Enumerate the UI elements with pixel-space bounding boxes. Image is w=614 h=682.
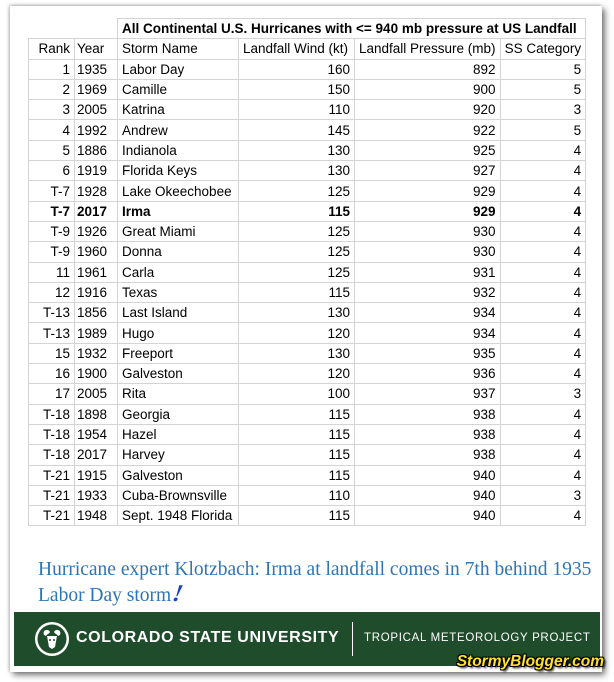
cell-storm-name: Texas [118,282,239,302]
cell-landfall-wind: 120 [239,323,355,343]
cell-ss-category: 4 [500,343,586,363]
cell-ss-category: 3 [500,384,586,404]
table-row [29,161,586,181]
cell-ss-category: 4 [500,181,586,201]
cell-rank: T-18 [29,404,75,424]
table-row [29,506,586,526]
cell-storm-name: Harvey [118,445,239,465]
cell-rank: 11 [29,262,75,282]
cell-rank: T-9 [29,221,75,241]
cell-landfall-pressure: 931 [355,262,501,282]
table-row [29,120,586,140]
cell-storm-name: Hazel [118,424,239,444]
cell-rank: 17 [29,384,75,404]
cell-storm-name: Galveston [118,364,239,384]
cell-year: 1898 [75,404,118,424]
cell-landfall-wind: 115 [239,445,355,465]
table-row [29,424,586,444]
table-row [29,404,586,424]
cell-rank: T-21 [29,465,75,485]
cell-year: 1948 [75,506,118,526]
cell-landfall-wind: 120 [239,364,355,384]
cell-landfall-pressure: 938 [355,424,501,444]
cell-landfall-pressure: 925 [355,140,501,160]
cell-ss-category: 4 [500,282,586,302]
cell-landfall-pressure: 930 [355,242,501,262]
cell-year: 1928 [75,181,118,201]
cell-year: 2017 [75,201,118,221]
cell-storm-name: Carla [118,262,239,282]
cell-storm-name: Donna [118,242,239,262]
cell-year: 2005 [75,384,118,404]
cell-landfall-wind: 130 [239,140,355,160]
cell-rank: 4 [29,120,75,140]
cell-landfall-pressure: 940 [355,465,501,485]
cell-rank: T-7 [29,181,75,201]
cell-ss-category: 3 [500,100,586,120]
table-row [29,59,586,79]
cell-storm-name: Georgia [118,404,239,424]
table-row [29,181,586,201]
cell-storm-name: Hugo [118,323,239,343]
cell-year: 1915 [75,465,118,485]
cell-landfall-wind: 130 [239,161,355,181]
cell-rank: T-21 [29,506,75,526]
cell-landfall-wind: 115 [239,465,355,485]
cell-storm-name: Rita [118,384,239,404]
csu-ram-logo-icon [34,621,70,657]
cell-landfall-pressure: 936 [355,364,501,384]
cell-storm-name: Camille [118,79,239,99]
cell-ss-category: 4 [500,465,586,485]
cell-landfall-wind: 115 [239,404,355,424]
cell-storm-name: Great Miami [118,221,239,241]
hurricane-table [28,18,586,526]
cell-landfall-wind: 125 [239,221,355,241]
header-ss-category: SS Category [500,39,586,59]
table-row [29,364,586,384]
cell-ss-category: 3 [500,485,586,505]
cell-storm-name: Freeport [118,343,239,363]
cell-storm-name: Katrina [118,100,239,120]
header-rank: Rank [29,39,75,59]
cell-storm-name: Andrew [118,120,239,140]
cell-rank: T-7 [29,201,75,221]
caption [38,558,598,608]
cell-year: 1935 [75,59,118,79]
cell-landfall-pressure: 920 [355,100,501,120]
cell-storm-name: Irma [118,201,239,221]
table-row [29,242,586,262]
cell-landfall-wind: 125 [239,181,355,201]
cell-rank: 5 [29,140,75,160]
cell-ss-category: 4 [500,445,586,465]
header-year: Year [75,39,118,59]
cell-year: 2017 [75,445,118,465]
cell-rank: 1 [29,59,75,79]
cell-year: 1960 [75,242,118,262]
table-row [29,323,586,343]
cell-landfall-wind: 150 [239,79,355,99]
table-header-row [29,39,586,59]
header-landfall-pressure: Landfall Pressure (mb) [355,39,501,59]
table-row [29,282,586,302]
cell-landfall-wind: 110 [239,485,355,505]
cell-rank: T-18 [29,424,75,444]
cell-year: 1916 [75,282,118,302]
table-row [29,221,586,241]
caption-text: Hurricane expert Klotzbach: Irma at landfall comes in 7th behind 1935 Labor Day storm [38,559,592,606]
cell-storm-name: Labor Day [118,59,239,79]
table-row [29,485,586,505]
document-frame [10,6,602,672]
cell-year: 1919 [75,161,118,181]
cell-landfall-wind: 130 [239,303,355,323]
cell-landfall-pressure: 929 [355,181,501,201]
cell-rank: T-9 [29,242,75,262]
cell-year: 1992 [75,120,118,140]
cell-landfall-pressure: 938 [355,404,501,424]
cell-landfall-pressure: 940 [355,506,501,526]
cell-landfall-wind: 115 [239,282,355,302]
header-landfall-wind: Landfall Wind (kt) [239,39,355,59]
cell-landfall-wind: 130 [239,343,355,363]
cell-landfall-pressure: 932 [355,282,501,302]
table-row [29,201,586,221]
table-row [29,100,586,120]
cell-year: 1900 [75,364,118,384]
cell-landfall-pressure: 930 [355,221,501,241]
project-name: TROPICAL METEOROLOGY PROJECT [364,632,591,644]
cell-ss-category: 4 [500,506,586,526]
cell-ss-category: 4 [500,242,586,262]
cell-storm-name: Sept. 1948 Florida [118,506,239,526]
cell-year: 1989 [75,323,118,343]
cell-year: 2005 [75,100,118,120]
cell-landfall-wind: 145 [239,120,355,140]
cell-landfall-wind: 115 [239,506,355,526]
cell-storm-name: Lake Okeechobee [118,181,239,201]
cell-rank: T-18 [29,445,75,465]
cell-rank: 3 [29,100,75,120]
cell-landfall-wind: 110 [239,100,355,120]
cell-landfall-wind: 125 [239,262,355,282]
cell-ss-category: 4 [500,424,586,444]
table-row [29,465,586,485]
cell-landfall-pressure: 929 [355,201,501,221]
cell-ss-category: 4 [500,404,586,424]
table-row [29,303,586,323]
cell-year: 1886 [75,140,118,160]
cell-ss-category: 4 [500,323,586,343]
cell-ss-category: 4 [500,364,586,384]
cell-rank: T-13 [29,303,75,323]
cell-storm-name: Galveston [118,465,239,485]
cell-storm-name: Last Island [118,303,239,323]
cell-rank: 16 [29,364,75,384]
cell-landfall-pressure: 934 [355,303,501,323]
table-row [29,79,586,99]
cell-year: 1933 [75,485,118,505]
cell-landfall-pressure: 938 [355,445,501,465]
cell-year: 1954 [75,424,118,444]
cell-landfall-pressure: 934 [355,323,501,343]
cell-landfall-pressure: 892 [355,59,501,79]
cell-landfall-wind: 100 [239,384,355,404]
cell-ss-category: 4 [500,262,586,282]
cell-landfall-wind: 115 [239,424,355,444]
cell-rank: 15 [29,343,75,363]
cell-ss-category: 4 [500,161,586,181]
cell-landfall-wind: 125 [239,242,355,262]
cell-year: 1932 [75,343,118,363]
caption-exclamation: ! [170,581,186,607]
cell-rank: T-13 [29,323,75,343]
cell-ss-category: 5 [500,59,586,79]
cell-landfall-pressure: 900 [355,79,501,99]
table-title: All Continental U.S. Hurricanes with <= 940 mb pressure at US Landfall [118,19,586,39]
cell-year: 1969 [75,79,118,99]
table-row [29,343,586,363]
cell-landfall-pressure: 937 [355,384,501,404]
cell-landfall-wind: 115 [239,201,355,221]
university-name: COLORADO STATE UNIVERSITY [76,629,340,646]
cell-rank: T-21 [29,485,75,505]
cell-landfall-pressure: 927 [355,161,501,181]
cell-ss-category: 4 [500,201,586,221]
cell-rank: 12 [29,282,75,302]
cell-ss-category: 4 [500,221,586,241]
watermark: StormyBlogger.com [456,653,604,670]
cell-ss-category: 4 [500,140,586,160]
table-row [29,262,586,282]
cell-rank: 2 [29,79,75,99]
cell-year: 1961 [75,262,118,282]
table-row [29,140,586,160]
cell-landfall-pressure: 940 [355,485,501,505]
cell-storm-name: Cuba-Brownsville [118,485,239,505]
cell-ss-category: 4 [500,303,586,323]
cell-ss-category: 5 [500,79,586,99]
banner-divider [352,622,353,656]
table-row [29,445,586,465]
cell-storm-name: Indianola [118,140,239,160]
cell-ss-category: 5 [500,120,586,140]
cell-landfall-pressure: 935 [355,343,501,363]
cell-landfall-wind: 160 [239,59,355,79]
cell-rank: 6 [29,161,75,181]
cell-year: 1856 [75,303,118,323]
cell-year: 1926 [75,221,118,241]
cell-landfall-pressure: 922 [355,120,501,140]
cell-storm-name: Florida Keys [118,161,239,181]
table-row [29,384,586,404]
table-title-row [29,19,586,39]
header-storm-name: Storm Name [118,39,239,59]
